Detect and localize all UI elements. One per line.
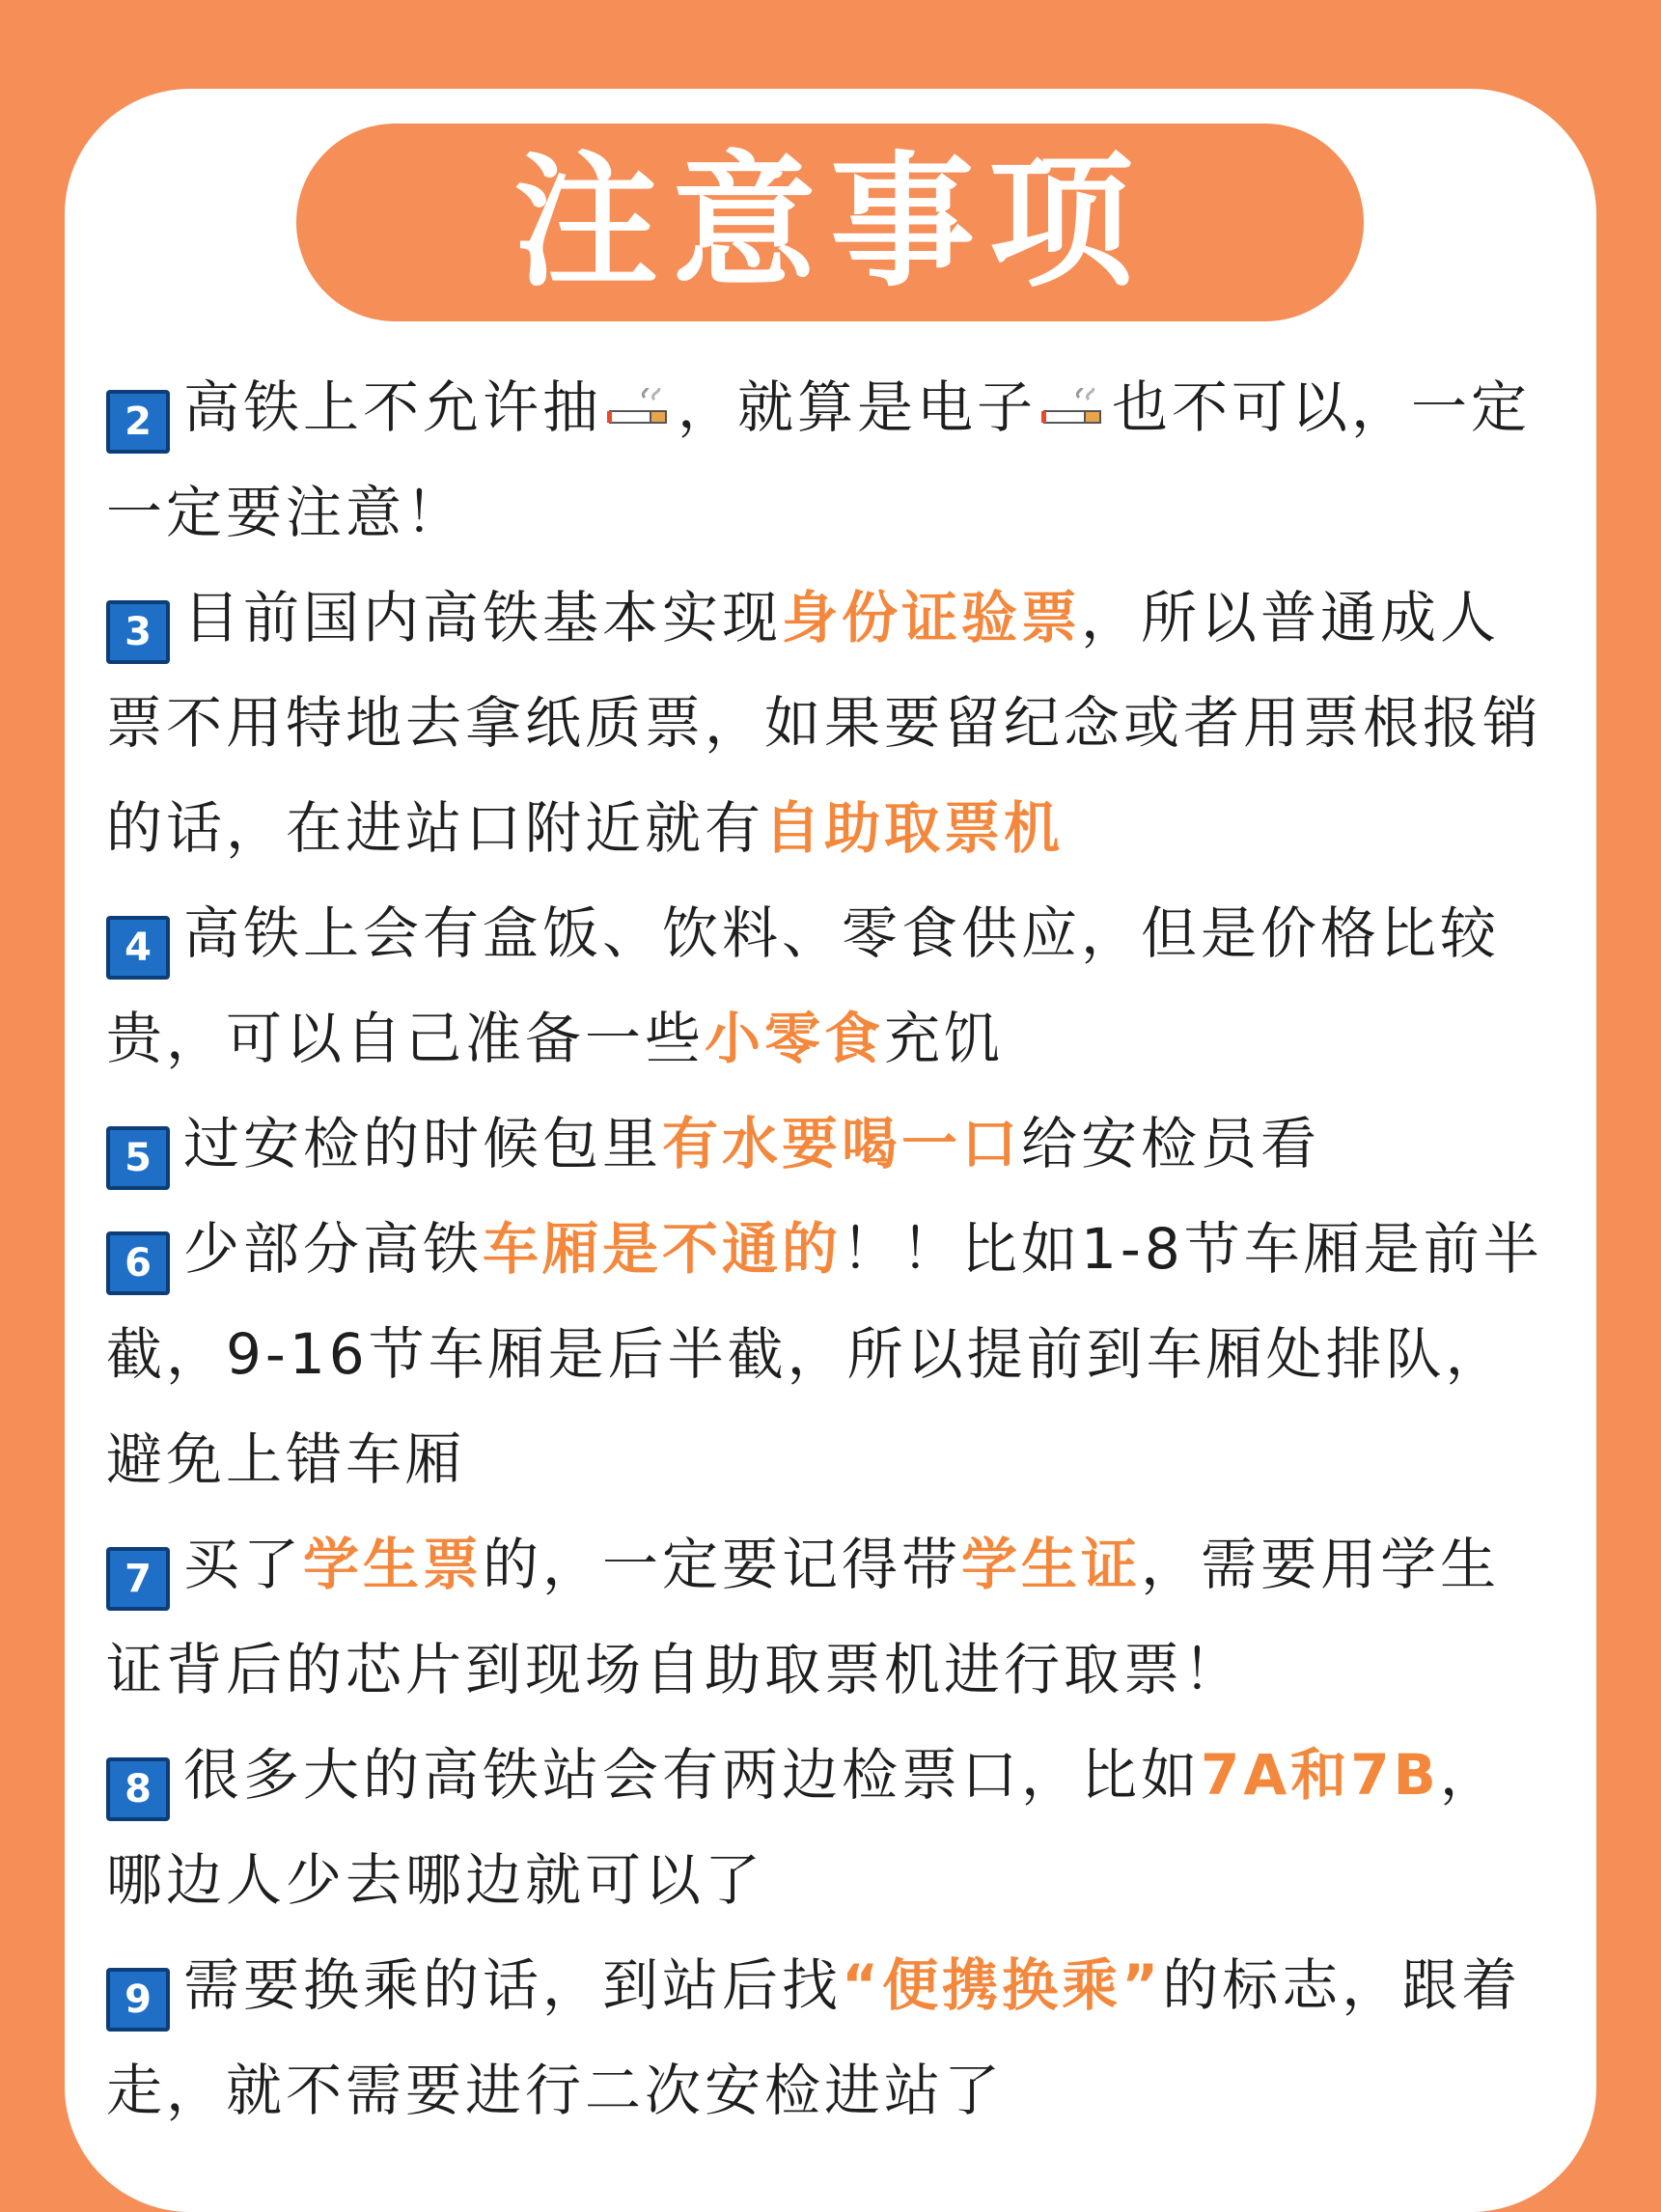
number-badge: 8 <box>106 1757 170 1821</box>
highlight-text: 学生票 <box>303 1532 484 1597</box>
notice-item <box>106 1723 1554 1933</box>
highlight-text: 7A和7B <box>1201 1742 1440 1808</box>
notice-item <box>106 1933 1554 2143</box>
notice-text: 高铁上不允许抽 <box>183 374 603 440</box>
notice-item <box>106 1197 1554 1512</box>
highlight-text: 身份证验票 <box>782 585 1082 650</box>
notice-text: 过安检的时候包里 <box>183 1111 663 1176</box>
notice-text: ，就算是电子 <box>678 374 1038 440</box>
notice-item <box>106 1092 1554 1197</box>
number-badge: 3 <box>106 600 170 664</box>
notice-item <box>106 566 1554 881</box>
highlight-text: 车厢是不通的 <box>483 1216 843 1282</box>
number-badge: 5 <box>106 1126 170 1190</box>
highlight-text: 小零食 <box>705 1006 885 1071</box>
notice-text: 也不可以，一定一定要注意！ <box>106 374 1532 545</box>
notice-text: ，哪边人少去哪边就可以了 <box>106 1742 1500 1913</box>
notice-text: 很多大的高铁站会有两边检票口，比如 <box>183 1742 1202 1808</box>
notice-text: 少部分高铁 <box>183 1216 484 1282</box>
number-badge: 6 <box>106 1231 170 1295</box>
notice-item <box>106 1512 1554 1723</box>
notice-text: ！！比如1-8节车厢是前半截，9-16节车厢是后半截，所以提前到车厢处排队，避免上错车厢 <box>106 1216 1543 1492</box>
notice-text: 目前国内高铁基本实现 <box>183 585 783 650</box>
highlight-text: 自助取票机 <box>764 795 1065 861</box>
notice-list <box>106 355 1554 2143</box>
number-badge: 7 <box>106 1547 170 1611</box>
notice-item <box>106 355 1554 566</box>
page-title: 注意事项 <box>512 138 1147 307</box>
number-badge: 9 <box>106 1968 170 2032</box>
number-badge: 2 <box>106 390 170 454</box>
number-badge: 4 <box>106 916 170 980</box>
notice-text: 需要换乘的话，到站后找 <box>183 1952 843 2018</box>
notice-text: 的标志，跟着走，就不需要进行二次安检进站了 <box>106 1952 1522 2123</box>
notice-text: 高铁上会有盒饭、饮料、零食供应，但是价格比较贵，可以自己准备一些 <box>106 900 1501 1071</box>
notice-text: ，所以普通成人票不用特地去拿纸质票，如果要留纪念或者用票根报销的话，在进站口附近就有 <box>106 585 1543 861</box>
notice-item <box>106 881 1554 1092</box>
highlight-text: 有水要喝一口 <box>662 1111 1022 1176</box>
cigarette-icon <box>606 388 674 430</box>
notice-text: ，需要用学生证背后的芯片到现场自助取票机进行取票！ <box>106 1532 1501 1702</box>
cigarette-icon <box>1040 388 1108 430</box>
notice-text: 充饥 <box>884 1006 1005 1071</box>
highlight-text: 学生证 <box>961 1532 1142 1597</box>
title-banner <box>296 124 1364 321</box>
highlight-text: “便携换乘” <box>842 1952 1163 2018</box>
notice-text: 买了 <box>183 1532 304 1597</box>
notice-text: 的，一定要记得带 <box>483 1532 962 1597</box>
notice-text: 给安检员看 <box>1021 1111 1321 1176</box>
